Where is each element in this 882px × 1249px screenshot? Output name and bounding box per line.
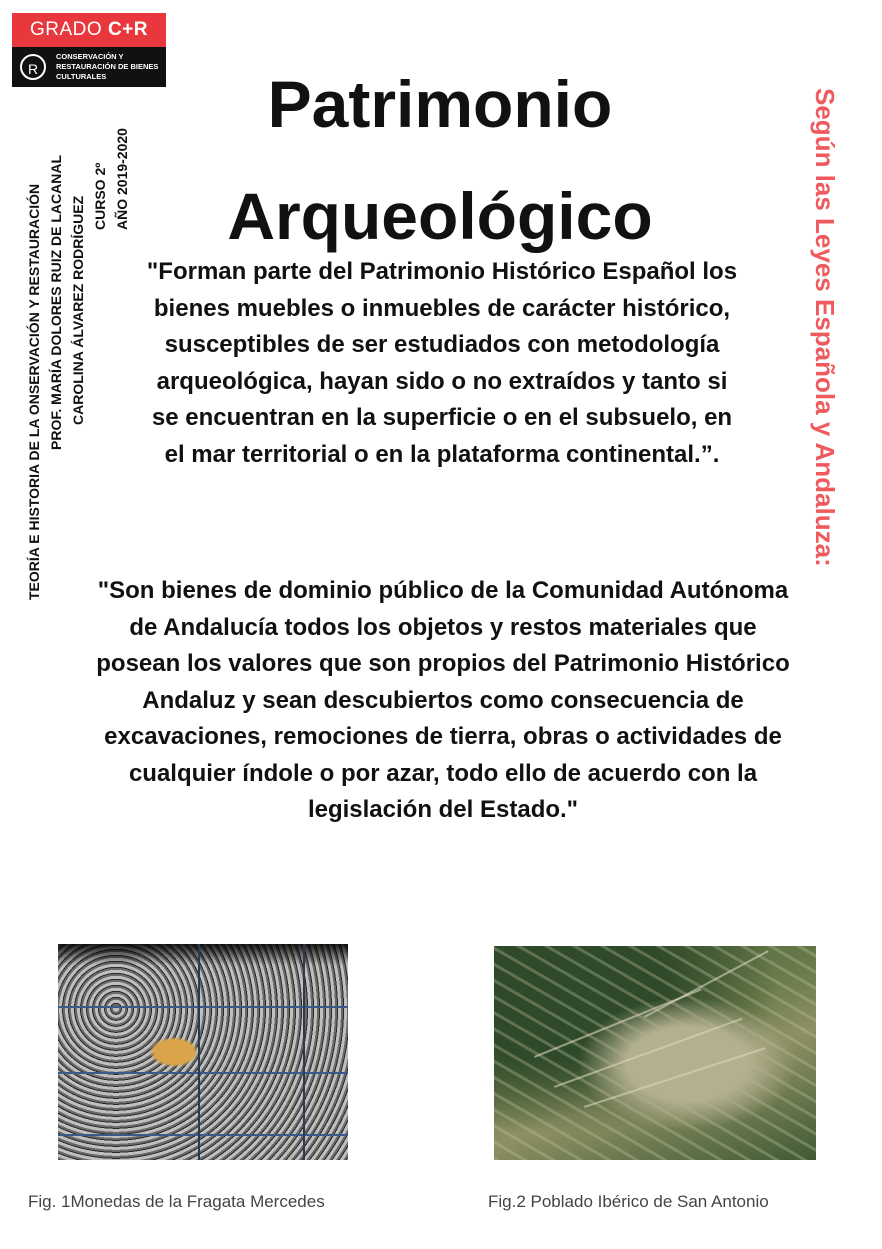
logo-banner: GRADO C+R	[12, 13, 166, 47]
side-heading: Según las Leyes Española y Andaluza:	[810, 88, 840, 567]
course-credits	[23, 90, 153, 600]
credits-course-year: CURSO 2º	[92, 162, 108, 230]
quote-andalusian-law: "Son bienes de dominio público de la Comunidad Autónoma de Andalucía todos los objetos y restos materiales que posean los valores que son propios del Patrimonio Histórico Andaluz y sean descubiertos como consecuencia de excavaciones, remociones de tierra, obras o actividades de cualquier índole o por azar, todo ello de acuerdo con la legislación del Estado."	[96, 577, 790, 823]
iberian-settlement-photo	[494, 946, 816, 1160]
logo-symbol: R	[20, 54, 46, 80]
credits-professor: PROF. MARÍA DOLORES RUIZ DE LACANAL	[48, 154, 64, 450]
figure-1-caption: Fig. 1Monedas de la Fragata Mercedes	[28, 1192, 325, 1211]
logo-subtitle: CONSERVACIÓN Y RESTAURACIÓN DE BIENES CULTURALES	[56, 52, 159, 81]
page-title: Patrimonio Arqueológico	[227, 67, 653, 253]
credits-course-name: TEORÍA E HISTORIA DE LA ONSERVACIÓN Y RESTAURACIÓN	[26, 183, 42, 600]
coins-photo	[58, 944, 348, 1160]
credits-author: CAROLINA ÁLVAREZ RODRÍGUEZ	[70, 195, 86, 425]
quote-spanish-law: "Forman parte del Patrimonio Histórico Español los bienes muebles o inmuebles de carácter histórico, susceptibles de ser estudiados con metodología arqueológica, hayan sido o no extraídos y tanto si se encuentran en la superficie o en el subsuelo, en el mar territorial o en la plataforma continental.”.	[146, 258, 738, 468]
credits-academic-year: AÑO 2019-2020	[114, 128, 130, 230]
grado-cr-logo	[12, 13, 166, 87]
figure-2-caption: Fig.2 Poblado Ibérico de San Antonio	[488, 1192, 769, 1211]
